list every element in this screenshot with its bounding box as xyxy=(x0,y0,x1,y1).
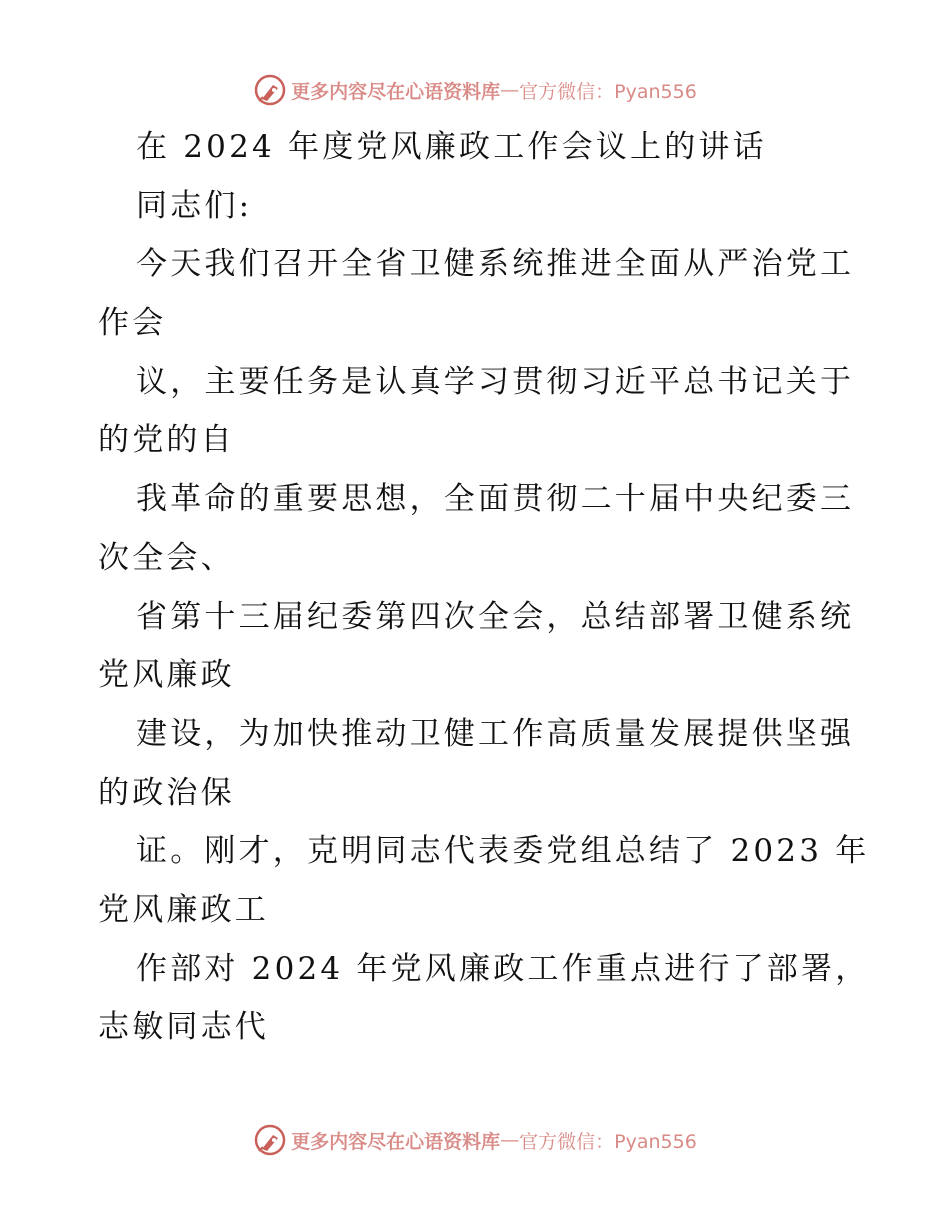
text-line: 证。刚才，克明同志代表委党组总结了 2023 年 xyxy=(136,833,870,870)
text-line: 省第十三届纪委第四次全会，总结部署卫健系统 xyxy=(136,598,855,635)
watermark-wechat-text: 官方微信：Pyan556 xyxy=(519,1130,697,1153)
watermark-separator: — xyxy=(500,79,520,101)
text-line: 的政治保 xyxy=(98,774,235,811)
watermark-site-text: 更多内容尽在心语资料库 xyxy=(291,1130,501,1153)
watermark-site-text: 更多内容尽在心语资料库 xyxy=(291,80,501,103)
text-line: 作部对 2024 年党风廉政工作重点进行了部署， xyxy=(136,950,870,987)
watermark-wechat-text: 官方微信：Pyan556 xyxy=(519,80,697,103)
text-line: 作会 xyxy=(98,305,167,342)
pen-nib-circle-icon xyxy=(253,1123,287,1157)
pen-nib-circle-icon xyxy=(253,73,287,107)
watermark-separator: — xyxy=(500,1129,520,1151)
text-line: 我革命的重要思想，全面贯彻二十届中央纪委三 xyxy=(136,481,855,518)
text-line: 议，主要任务是认真学习贯彻习近平总书记关于 xyxy=(136,363,855,400)
document-body xyxy=(98,118,870,1057)
text-line: 建设，为加快推动卫健工作高质量发展提供坚强 xyxy=(136,715,855,752)
text-line: 次全会、 xyxy=(98,539,235,576)
text-line: 同志们: xyxy=(136,187,253,224)
text-line: 今天我们召开全省卫健系统推进全面从严治党工 xyxy=(136,246,855,283)
watermark-banner-top xyxy=(0,70,950,110)
text-line: 志敏同志代 xyxy=(98,1009,269,1046)
text-line: 的党的自 xyxy=(98,422,235,459)
text-line: 党风廉政工 xyxy=(98,891,269,928)
watermark-banner-bottom xyxy=(0,1120,950,1160)
text-line: 党风廉政 xyxy=(98,657,235,694)
text-line: 在 2024 年度党风廉政工作会议上的讲话 xyxy=(136,129,767,165)
